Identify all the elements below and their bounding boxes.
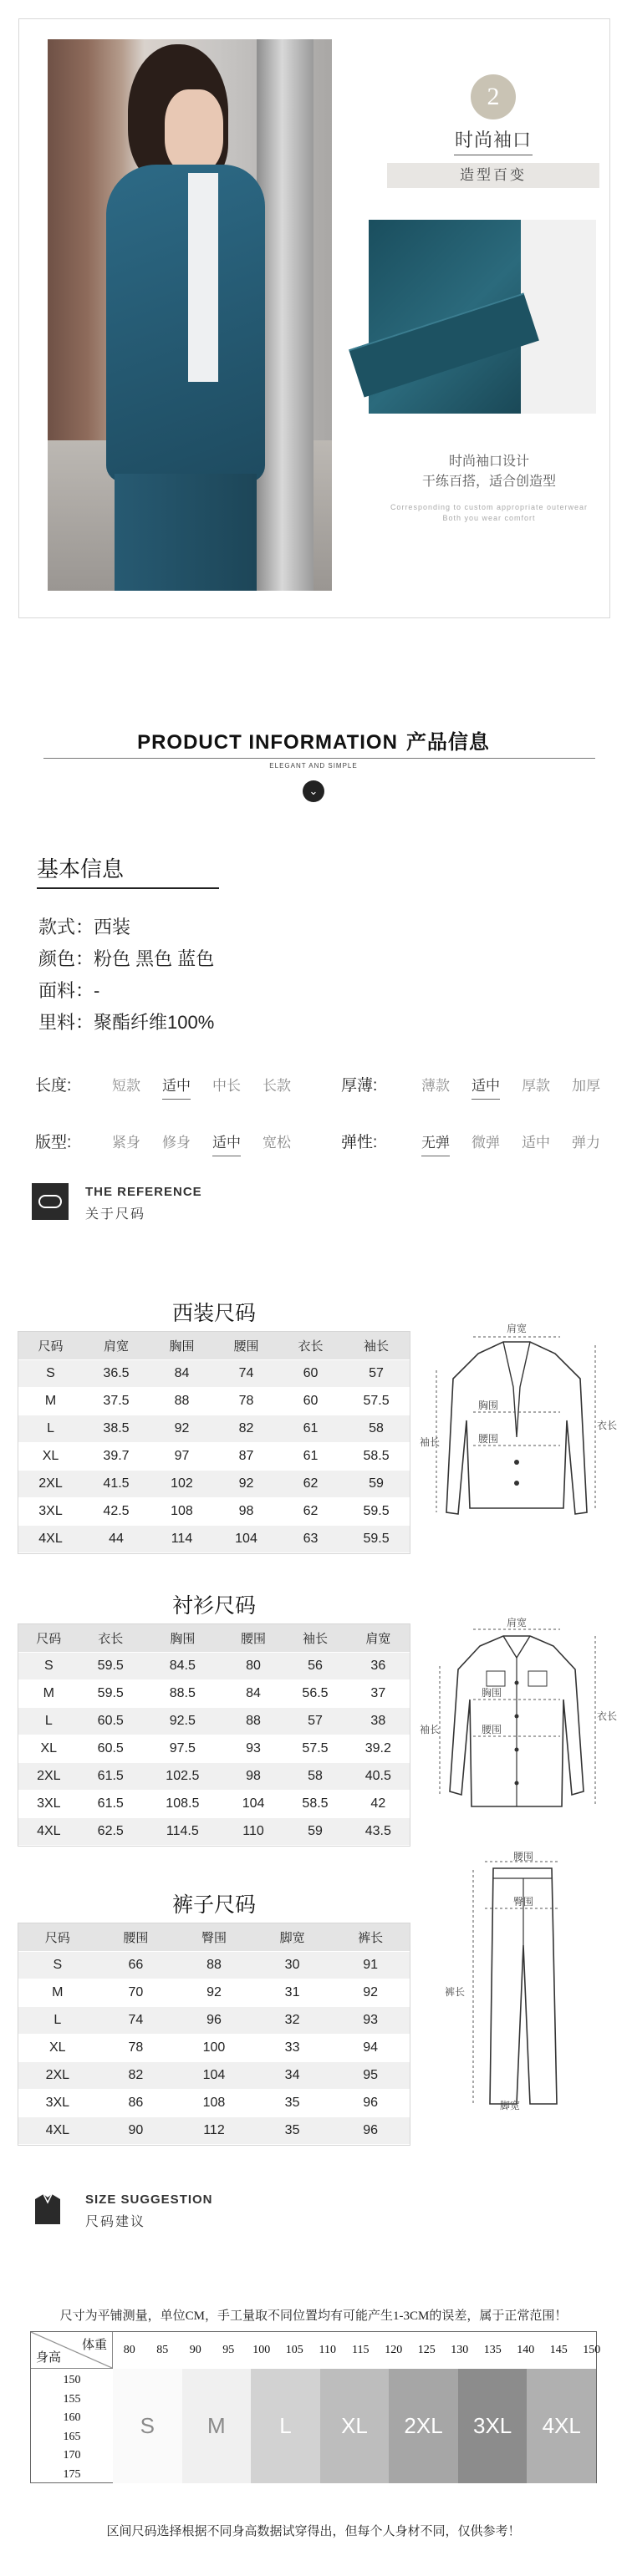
table-row (18, 1497, 410, 1525)
table-cell: M (18, 1679, 79, 1707)
table-cell: 62 (278, 1470, 343, 1497)
height-row-header: 155 (63, 2392, 81, 2406)
table-cell: S (18, 1359, 83, 1387)
table-header-cell: 肩宽 (83, 1332, 150, 1359)
table-cell: 2XL (18, 2061, 97, 2089)
diagram-label-waist: 腰围 (478, 1433, 499, 1445)
suit-measurement-diagram (420, 1320, 618, 1544)
table-cell: 90 (97, 2116, 176, 2144)
table-cell: S (18, 1951, 97, 1979)
table-cell: 88.5 (142, 1679, 223, 1707)
table-cell: 34 (253, 2061, 332, 2089)
table-cell: 3XL (18, 2089, 97, 2116)
table-row (18, 2006, 410, 2034)
table-cell: 37.5 (83, 1387, 150, 1415)
table-cell: 44 (83, 1525, 150, 1552)
table-cell: 58 (283, 1762, 346, 1790)
table-cell: 31 (253, 1979, 332, 2006)
attr-thickness-option: 厚款 (522, 1078, 550, 1094)
suggestion-note-top: 尺寸为平铺测量，单位CM，手工量取不同位置均有可能产生1-3CM的误差，属于正常范围！ (59, 2309, 568, 2323)
table-cell: 4XL (18, 1817, 79, 1845)
table-cell: 60 (278, 1359, 343, 1387)
table-cell: 92 (150, 1415, 214, 1442)
table-header-cell: 胸围 (142, 1624, 223, 1652)
diagram-label-sleeve: 袖长 (420, 1724, 441, 1735)
feature-english-caption (379, 502, 599, 524)
table-cell: 4XL (18, 2116, 97, 2144)
pants-measurement-diagram (426, 1853, 594, 2112)
table-cell: 92.5 (142, 1707, 223, 1735)
table-cell: 78 (214, 1387, 278, 1415)
measuring-tape-icon (32, 1183, 69, 1220)
table-cell: 74 (214, 1359, 278, 1387)
table-cell: 80 (223, 1652, 284, 1679)
attr-fit-option-selected: 适中 (212, 1130, 241, 1151)
attr-length-label: 长度: (35, 1077, 72, 1095)
table-cell: 59.5 (79, 1679, 142, 1707)
table-cell: 58.5 (343, 1442, 410, 1470)
table-cell: 58 (343, 1415, 410, 1442)
table-cell: 102.5 (142, 1762, 223, 1790)
weight-column-header: 85 (156, 2344, 169, 2356)
table-cell: 38.5 (83, 1415, 150, 1442)
basic-info-title: 基本信息 (37, 856, 125, 882)
table-row (18, 2061, 410, 2089)
diagram-label-length: 衣长 (597, 1420, 618, 1431)
table-header-cell: 腰围 (214, 1332, 278, 1359)
reference-title-cn: 关于尺码 (85, 1207, 146, 1222)
feature-number-badge: 2 (471, 74, 516, 119)
diagram-label-chest: 胸围 (482, 1687, 502, 1699)
table-cell: 35 (253, 2116, 332, 2144)
attr-fit-option: 修身 (162, 1135, 191, 1151)
weight-column-header: 100 (252, 2344, 271, 2356)
table-cell: 37 (347, 1679, 410, 1707)
table-cell: 74 (97, 2006, 176, 2034)
shirt-measurement-diagram (420, 1616, 618, 1830)
table-cell: 97 (150, 1442, 214, 1470)
table-cell: 96 (175, 2006, 253, 2034)
table-cell: 4XL (18, 1525, 83, 1552)
diagram-label-sleeve: 袖长 (420, 1436, 441, 1448)
basic-info-fabric: 面料：- (38, 980, 100, 1001)
table-cell: 2XL (18, 1470, 83, 1497)
height-row-header: 160 (63, 2411, 81, 2424)
table-cell: 87 (214, 1442, 278, 1470)
table-cell: 66 (97, 1951, 176, 1979)
table-cell: 98 (223, 1762, 284, 1790)
attr-length-option: 中长 (212, 1078, 241, 1094)
attr-length-option-selected: 适中 (162, 1074, 191, 1095)
table-cell: 62.5 (79, 1817, 142, 1845)
table-cell: 95 (331, 2061, 410, 2089)
size-suggestion-grid (30, 2331, 601, 2483)
table-cell: 63 (278, 1525, 343, 1552)
weight-column-header: 130 (451, 2344, 469, 2356)
table-header-cell: 尺码 (18, 1624, 79, 1652)
height-row-header: 170 (63, 2449, 81, 2462)
feature-title: 时尚袖口 (454, 130, 532, 150)
table-cell: 70 (97, 1979, 176, 2006)
table-row (18, 1525, 410, 1552)
table-row (18, 2116, 410, 2144)
table-row (18, 1790, 410, 1817)
table-cell: 92 (175, 1979, 253, 2006)
diagram-label-shoulder: 肩宽 (507, 1617, 528, 1628)
table-cell: 78 (97, 2034, 176, 2061)
table-header-row (18, 1624, 410, 1652)
table-cell: M (18, 1979, 97, 2006)
table-cell: 60.5 (79, 1735, 142, 1762)
table-row (18, 1979, 410, 2006)
table-row (18, 1387, 410, 1415)
table-cell: M (18, 1387, 83, 1415)
table-cell: XL (18, 1442, 83, 1470)
table-cell: 96 (331, 2089, 410, 2116)
basic-info-colors: 颜色：粉色 黑色 蓝色 (38, 948, 215, 969)
shirt-size-table (18, 1624, 410, 1846)
table-cell: 61 (278, 1415, 343, 1442)
feature-en-line: Both you wear comfort (442, 514, 536, 522)
table-cell: 3XL (18, 1790, 79, 1817)
model-photo (48, 39, 332, 591)
table-cell: 82 (97, 2061, 176, 2089)
weight-column-header: 95 (222, 2344, 235, 2356)
table-cell: 82 (214, 1415, 278, 1442)
table-cell: 112 (175, 2116, 253, 2144)
table-header-cell: 尺码 (18, 1923, 97, 1951)
weight-column-header: 150 (583, 2344, 601, 2356)
height-row-header: 165 (63, 2430, 81, 2443)
table-header-cell: 尺码 (18, 1332, 83, 1359)
basic-info-divider (37, 887, 219, 889)
table-cell: 60 (278, 1387, 343, 1415)
table-row (18, 1679, 410, 1707)
table-cell: 59.5 (343, 1525, 410, 1552)
weight-column-header: 135 (483, 2344, 502, 2356)
table-cell: 39.2 (347, 1735, 410, 1762)
table-cell: 43.5 (347, 1817, 410, 1845)
reference-title-en: THE REFERENCE (85, 1185, 202, 1199)
table-cell: 93 (331, 2006, 410, 2034)
pants-chart-title: 裤子尺码 (171, 1893, 256, 1917)
table-cell: 59 (283, 1817, 346, 1845)
table-cell: 91 (331, 1951, 410, 1979)
table-cell: XL (18, 1735, 79, 1762)
product-info-divider (43, 758, 595, 759)
weight-axis-label: 体重 (81, 2339, 107, 2352)
table-cell: 100 (175, 2034, 253, 2061)
attr-thickness-option: 加厚 (572, 1078, 600, 1094)
table-cell: 61 (278, 1442, 343, 1470)
table-cell: 59 (343, 1470, 410, 1497)
suggestion-note-bottom: 区间尺码选择根据不同身高数据试穿得出，但每个人身材不同，仅供参考！ (106, 2525, 521, 2538)
table-cell: 98 (214, 1497, 278, 1525)
table-cell: 36 (347, 1652, 410, 1679)
table-cell: L (18, 2006, 97, 2034)
size-range-block: 3XL (458, 2369, 528, 2483)
table-cell: 62 (278, 1497, 343, 1525)
diagram-label-shoulder: 肩宽 (507, 1323, 528, 1334)
feature-desc-line: 干练百搭，适合创造型 (421, 475, 556, 489)
diagram-label-waist: 腰围 (482, 1724, 502, 1735)
table-cell: 57.5 (343, 1387, 410, 1415)
table-header-cell: 裤长 (331, 1923, 410, 1951)
feature-card (18, 18, 610, 618)
diagram-label-length: 衣长 (597, 1710, 618, 1722)
shirt-chart-title: 衬衫尺码 (171, 1594, 256, 1618)
table-cell: 93 (223, 1735, 284, 1762)
attr-thickness-option-selected: 适中 (472, 1074, 500, 1095)
table-row (18, 2034, 410, 2061)
attr-elasticity-option: 弹力 (572, 1135, 600, 1151)
attr-fit-option: 宽松 (263, 1135, 291, 1151)
table-cell: S (18, 1652, 79, 1679)
attr-length-option: 短款 (112, 1078, 140, 1094)
table-row (18, 1735, 410, 1762)
table-cell: 96 (331, 2116, 410, 2144)
table-cell: 42.5 (83, 1497, 150, 1525)
table-cell: 35 (253, 2089, 332, 2116)
grid-corner-header (31, 2332, 113, 2369)
product-info-title-en: PRODUCT INFORMATION (137, 731, 398, 754)
height-row-header: 150 (63, 2374, 81, 2386)
suit-chart-title: 西装尺码 (171, 1302, 256, 1325)
table-cell: 110 (223, 1817, 284, 1845)
table-row (18, 1442, 410, 1470)
table-cell: 84 (150, 1359, 214, 1387)
table-cell: 2XL (18, 1762, 79, 1790)
size-range-block: XL (320, 2369, 390, 2483)
table-cell: 41.5 (83, 1470, 150, 1497)
table-cell: 61.5 (79, 1790, 142, 1817)
product-info-title (0, 725, 627, 755)
table-row (18, 1762, 410, 1790)
table-cell: 61.5 (79, 1762, 142, 1790)
sleeve-detail-photo (369, 220, 596, 414)
table-cell: 84.5 (142, 1652, 223, 1679)
table-cell: 42 (347, 1790, 410, 1817)
weight-column-header: 115 (352, 2344, 370, 2356)
suggestion-title-cn: 尺码建议 (85, 2215, 146, 2229)
table-row (18, 1359, 410, 1387)
pants-size-table (18, 1923, 410, 2145)
table-header-row (18, 1923, 410, 1951)
table-cell: 114 (150, 1525, 214, 1552)
table-cell: L (18, 1415, 83, 1442)
weight-column-header: 80 (123, 2344, 135, 2356)
table-cell: 92 (331, 1979, 410, 2006)
table-header-cell: 胸围 (150, 1332, 214, 1359)
height-axis-label: 身高 (36, 2351, 62, 2365)
table-row (18, 1470, 410, 1497)
feature-desc-line: 时尚袖口设计 (448, 455, 529, 469)
table-cell: 56.5 (283, 1679, 346, 1707)
size-range-block: S (113, 2369, 182, 2483)
table-header-cell: 衣长 (278, 1332, 343, 1359)
attr-elasticity-option: 微弹 (472, 1135, 500, 1151)
table-header-cell: 腰围 (97, 1923, 176, 1951)
basic-info-style: 款式：西装 (38, 917, 131, 937)
table-row (18, 1951, 410, 1979)
attr-elasticity-option-selected: 无弹 (421, 1130, 450, 1151)
table-cell: 88 (150, 1387, 214, 1415)
product-info-tagline: ELEGANT AND SIMPLE (269, 762, 358, 770)
chevron-down-icon: ⌄ (303, 780, 324, 802)
table-cell: 56 (283, 1652, 346, 1679)
table-cell: 57 (283, 1707, 346, 1735)
feature-en-line: Corresponding to custom appropriate outerwear (390, 503, 589, 511)
table-row (18, 1707, 410, 1735)
table-cell: 94 (331, 2034, 410, 2061)
product-info-title-cn: 产品信息 (405, 731, 490, 754)
shirt-icon (32, 2191, 64, 2228)
table-header-cell: 袖长 (283, 1624, 346, 1652)
table-row (18, 1652, 410, 1679)
attr-thickness-label: 厚薄: (341, 1077, 378, 1095)
diagram-label-chest: 胸围 (478, 1400, 499, 1411)
height-row-header: 175 (63, 2467, 81, 2481)
suit-size-table (18, 1332, 410, 1553)
weight-column-header: 105 (285, 2344, 303, 2356)
table-cell: 108 (150, 1497, 214, 1525)
attr-fit-label: 版型: (35, 1134, 72, 1151)
weight-column-header: 120 (385, 2344, 403, 2356)
table-row (18, 2089, 410, 2116)
table-cell: 36.5 (83, 1359, 150, 1387)
table-row (18, 1817, 410, 1845)
table-cell: 57.5 (283, 1735, 346, 1762)
attr-elasticity-label: 弹性: (341, 1134, 378, 1151)
table-cell: 88 (175, 1951, 253, 1979)
table-cell: 108 (175, 2089, 253, 2116)
table-cell: 88 (223, 1707, 284, 1735)
diagram-label-hem: 脚宽 (500, 2100, 521, 2111)
table-header-cell: 腰围 (223, 1624, 284, 1652)
table-cell: 58.5 (283, 1790, 346, 1817)
feature-description (379, 452, 599, 492)
weight-column-header: 145 (549, 2344, 568, 2356)
suggestion-title-en: SIZE SUGGESTION (85, 2192, 213, 2207)
table-row (18, 1415, 410, 1442)
table-cell: 84 (223, 1679, 284, 1707)
table-cell: 104 (175, 2061, 253, 2089)
attr-thickness-option: 薄款 (421, 1078, 450, 1094)
size-range-block: 2XL (389, 2369, 458, 2483)
table-cell: 38 (347, 1707, 410, 1735)
table-cell: 59.5 (79, 1652, 142, 1679)
diagram-label-waist: 腰围 (513, 1851, 534, 1862)
table-cell: L (18, 1707, 79, 1735)
basic-info-lining: 里料：聚酯纤维100% (38, 1012, 215, 1033)
table-cell: XL (18, 2034, 97, 2061)
table-cell: 33 (253, 2034, 332, 2061)
weight-column-header: 110 (319, 2344, 336, 2356)
table-header-cell: 衣长 (79, 1624, 142, 1652)
table-cell: 104 (223, 1790, 284, 1817)
table-cell: 104 (214, 1525, 278, 1552)
attr-elasticity-option: 适中 (522, 1135, 550, 1151)
table-cell: 59.5 (343, 1497, 410, 1525)
table-header-cell: 袖长 (343, 1332, 410, 1359)
weight-column-header: 140 (517, 2344, 535, 2356)
table-cell: 30 (253, 1951, 332, 1979)
weight-column-header: 125 (417, 2344, 436, 2356)
table-cell: 114.5 (142, 1817, 223, 1845)
table-cell: 57 (343, 1359, 410, 1387)
attr-fit-option: 紧身 (112, 1135, 140, 1151)
table-header-cell: 肩宽 (347, 1624, 410, 1652)
diagram-label-hip: 臀围 (513, 1896, 534, 1908)
table-cell: 108.5 (142, 1790, 223, 1817)
size-range-block: M (182, 2369, 252, 2483)
table-cell: 32 (253, 2006, 332, 2034)
table-cell: 97.5 (142, 1735, 223, 1762)
table-cell: 86 (97, 2089, 176, 2116)
size-range-block: L (251, 2369, 320, 2483)
weight-column-header: 90 (189, 2344, 201, 2356)
feature-subtitle: 造型百变 (387, 163, 599, 188)
table-cell: 60.5 (79, 1707, 142, 1735)
table-cell: 40.5 (347, 1762, 410, 1790)
table-cell: 102 (150, 1470, 214, 1497)
diagram-label-length: 裤长 (445, 1986, 466, 1998)
table-header-cell: 臀围 (175, 1923, 253, 1951)
table-header-cell: 脚宽 (253, 1923, 332, 1951)
attr-length-option: 长款 (263, 1078, 291, 1094)
size-range-block: 4XL (527, 2369, 596, 2483)
table-cell: 92 (214, 1470, 278, 1497)
table-header-row (18, 1332, 410, 1359)
table-cell: 3XL (18, 1497, 83, 1525)
table-cell: 39.7 (83, 1442, 150, 1470)
